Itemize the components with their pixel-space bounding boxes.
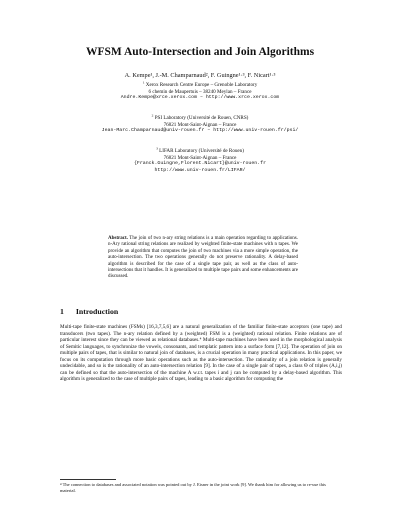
affiliation-1-number: 1 [142,80,145,85]
affiliation-1 [0,82,400,102]
affiliation-2 [0,115,400,135]
affiliation-3-line-2: 76821 Mont-Saint-Aignan – France [163,154,237,161]
affiliation-2-contact[interactable]: Jean-Marc.Champarnaud@univ-rouen.fr – http://www.univ-rouen.fr/psi/ [101,128,299,134]
abstract-text: The join of two n-ary string relations is a main operation regarding to applications. n-Ary rational string relations are realized by weighted finite-state machines with n tapes. We provide an algorithm that computes the join of two machines via a more simple operation, the auto-intersection. The two operations generally do not preserve rationality. A delay-based algorithm is described for the case of a single tape pair, as well as the class of auto-intersections that it handles. It is generalized to multiple tape pairs and some enhancements are discussed. [108,236,299,280]
affiliation-3-name: LIFAR Laboratory (Université de Rouen) [159,148,244,154]
affiliation-3-line-1 [0,148,400,155]
abstract [108,236,298,281]
section-title: Introduction [75,307,119,316]
affiliation-2-line-1 [0,115,400,122]
affiliation-3-number: 3 [156,146,158,151]
body-paragraph: Multi-tape finite-state machines (FSMs) [16,3,7,5,6] are a natural generalization of the familiar finite-state acceptors (one tape) and transducers (two tapes). The n-ary relation defined by a (weighted) FSM is a (weighted) rational relation. Finite relations are of particular interest since they can be viewed as relational databases.⁴ Multi-tape machines have been used in the morphological analysis of Semitic languages, to synchronize the vowels, consonants, and templatic pattern into a surface form [7,12]. The operation of join on multiple pairs of tapes, that is similar to natural join of databases, is a crucial operation in many practical applications. In this paper, we focus on its computation through more basic operations such as the auto-intersection. The rationality of a join relation is generally undecidable, and so is the rationality of an auto-intersection relation [9]. In the case of a single pair of tapes, a class Θ of triples (A,i,j) can be defined so that the auto-intersection of the machine A w.r.t. tapes i and j can be computed by a delay-based algorithm. This algorithm is generalized to the case of multiple pairs of tapes, leading to a basic algorithm for computing the [60,324,342,383]
affiliation-1-line-1 [0,82,400,89]
footnote-rule [60,479,116,480]
footnote: ⁴ The connection to databases and associated notation was pointed out by J. Eisner in the joint work [9]. We thank him for allowing us to re-use this material. [60,482,326,493]
affiliation-3-url[interactable]: http://www.univ-rouen.fr/LIFAR/ [154,167,246,173]
section-heading [60,307,118,316]
affiliation-1-contact[interactable]: Andre.Kempe@xrce.xerox.com – http://www.xrce.xerox.com [120,95,280,101]
affiliation-2-line-2: 76821 Mont-Saint-Aignan – France [163,121,237,128]
paper-title: WFSM Auto-Intersection and Join Algorithms [85,46,315,58]
affiliation-1-line-2: 6 chemin de Maupertuis – 38240 Meylan – France [148,88,252,95]
affiliation-3 [0,148,400,174]
affiliation-2-name: PSI Laboratory (Université de Rouen, CNRS) [154,115,249,121]
section-number: 1 [60,307,64,316]
author-list: A. Kempe¹, J.-M. Champarnaud², F. Guingne¹·³, F. Nicart¹·³ [124,72,276,79]
body-text [60,324,342,383]
affiliation-1-name: Xerox Research Centre Europe – Grenoble Laboratory [145,82,258,88]
abstract-label: Abstract. [108,236,128,241]
affiliation-2-number: 2 [151,113,154,118]
affiliation-3-emails[interactable]: {Franck.Guingne,Florent.Nicart}@univ-rouen.fr [133,161,267,167]
